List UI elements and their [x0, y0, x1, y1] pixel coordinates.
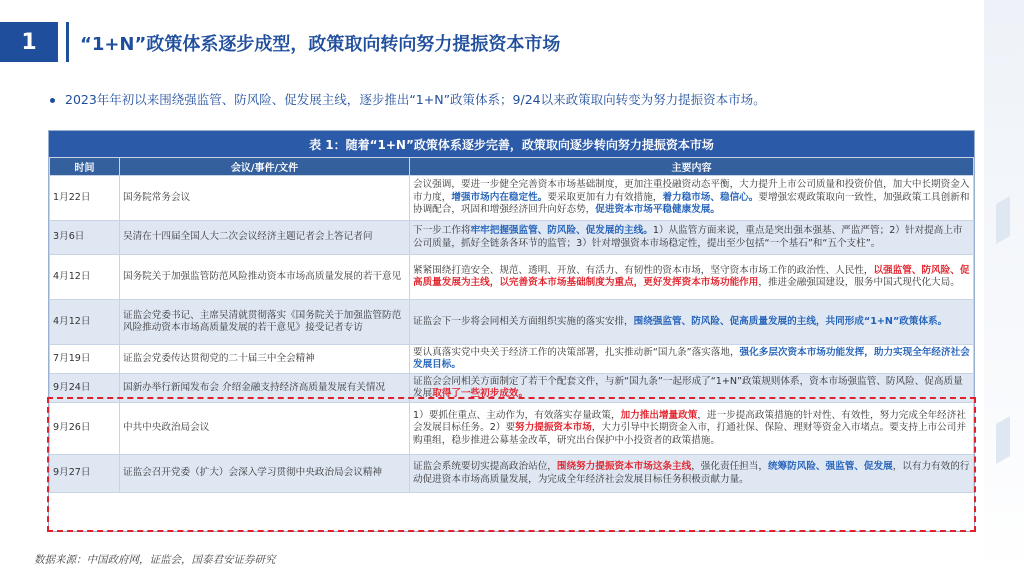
highlight-blue-text: 统筹防风险、强监管、促发展: [767, 461, 893, 472]
highlight-red-text: 围绕努力提振资本市场这条主线: [556, 461, 692, 472]
cell-event: 证监会召开党委（扩大）会深入学习贯彻中央政治局会议精神: [120, 455, 410, 493]
content-text: ，进一步提高政策措施的针对性、有效性，努力完成全年经济社会发展目标任务。2）要: [413, 409, 966, 434]
slide-number: 1: [0, 22, 58, 62]
cell-time: 9月26日: [50, 403, 120, 455]
data-source-note: 数据来源：中国政府网，证监会，国泰君安证券研究: [34, 554, 276, 566]
cell-time: 4月12日: [50, 300, 120, 345]
content-text: 紧紧围绕打造安全、规范、透明、开放、有活力、有韧性的资本市场，坚守资本市场工作的政治性、人民性，: [413, 264, 874, 276]
table-row: [50, 403, 974, 455]
cell-content: [410, 374, 974, 403]
highlight-blue-text: 增强市场内在稳定性。: [451, 191, 548, 203]
cell-time: 3月6日: [50, 221, 120, 255]
content-text: ，大力引导中长期资金入市，打通社保、保险、理财等资金入市堵点。要支持上市公司并购重组，稳步推进公募基金改革，研究出台保护中小投资者的政策措施。: [413, 422, 966, 446]
cell-time: 7月19日: [50, 345, 120, 374]
content-text: ，以有力有效的行动促进资本市场高质量发展，为完成全年经济社会发展目标任务积极贡献力量。: [413, 461, 970, 485]
highlight-blue-text: 着力稳市场、稳信心。: [662, 191, 759, 203]
content-text: 要认真落实党中央关于经济工作的决策部署，扎实推动新“国九条”落实落地，: [413, 346, 740, 358]
policy-table: [48, 130, 975, 532]
summary-bullet: [50, 90, 766, 108]
cell-time: 4月12日: [50, 255, 120, 300]
highlight-blue-text: 强化多层次资本市场功能发挥，助力实现全年经济社会发展目标。: [413, 346, 970, 370]
column-header-time: 时间: [50, 158, 120, 176]
summary-text: 2023年年初以来围绕强监管、防风险、促发展主线，逐步推出“1+N”政策体系；9/24以来政策取向转变为努力提振资本市场。: [65, 92, 766, 107]
cell-event: 证监会党委书记、主席吴清就贯彻落实《国务院关于加强监管防范风险推动资本市场高质量发展的若干意见》接受记者专访: [120, 300, 410, 345]
cell-content: [410, 221, 974, 255]
content-text: ，强化责任担当，: [691, 461, 768, 472]
content-text: 要采取更加有力有效措施，: [547, 191, 663, 203]
column-header-event: 会议/事件/文件: [120, 158, 410, 176]
cell-time: 1月22日: [50, 176, 120, 221]
decorative-right-panel: [984, 0, 1024, 576]
table-row: [50, 255, 974, 300]
table-row: [50, 455, 974, 493]
content-text: 1）要抓住重点、主动作为，有效落实存量政策，: [413, 409, 621, 421]
cell-time: 9月24日: [50, 374, 120, 403]
bullet-dot-icon: [50, 98, 55, 103]
cell-event: 国务院常务会议: [120, 176, 410, 221]
cell-time: 9月27日: [50, 455, 120, 493]
highlight-red-text: 加力推出增量政策: [620, 409, 698, 421]
cell-content: [410, 255, 974, 300]
content-text: 要增强宏观政策取向一致性，加强政策工具创新和协调配合，巩固和增强经济回升向好态势，: [413, 191, 970, 216]
content-text: ，推进金融强国建设，服务中国式现代化大局。: [758, 277, 960, 288]
table-header-row: [50, 158, 974, 176]
highlight-blue-text: 牢牢把握强监管、防风险、促发展的主线。: [470, 225, 653, 236]
highlight-red-text: 以强监管、防风险、促高质量发展为主线，以完善资本市场基础制度为重点，更好发挥资本市场功能作用: [413, 264, 970, 288]
table-row: [50, 221, 974, 255]
table-row: [50, 345, 974, 374]
cell-content: [410, 455, 974, 493]
cell-event: 国新办举行新闻发布会 介绍金融支持经济高质量发展有关情况: [120, 374, 410, 403]
page-title: “1+N”政策体系逐步成型，政策取向转向努力提振资本市场: [80, 34, 561, 55]
cell-event: 吴清在十四届全国人大二次会议经济主题记者会上答记者问: [120, 221, 410, 255]
column-header-content: 主要内容: [410, 158, 974, 176]
content-text: 1）从监管方面来说，重点是突出强本强基、严监严管；2）针对提高上市公司质量，抓好全链条各环节的监管；3）针对增强资本市场稳定性，提出至少包括“一个基石”和“五个支柱”。: [413, 225, 963, 249]
cell-event: 中共中央政治局会议: [120, 403, 410, 455]
cell-event: 证监会党委传达贯彻党的二十届三中全会精神: [120, 345, 410, 374]
table-row: [50, 374, 974, 403]
highlight-red-text: 努力提振资本市场: [515, 422, 592, 434]
table-body: [50, 176, 974, 493]
title-accent-bar: [66, 22, 69, 62]
decorative-stripe: [996, 196, 1010, 244]
content-text: 证监会系统要切实提高政治站位，: [413, 461, 557, 472]
cell-event: 国务院关于加强监管防范风险推动资本市场高质量发展的若干意见: [120, 255, 410, 300]
cell-content: [410, 403, 974, 455]
highlight-blue-text: 围绕强监管、防风险、促高质量发展的主线，共同形成“1+N”政策体系。: [633, 315, 948, 327]
table-row: [50, 300, 974, 345]
content-text: 会议强调，要进一步健全完善资本市场基础制度，更加注重投融资动态平衡，大力提升上市公司质量和投资价值，加大中长期资金入市力度，: [413, 179, 970, 203]
content-text: 证监会下一步将会同相关方面组织实施的落实安排，: [413, 315, 634, 327]
cell-content: [410, 345, 974, 374]
highlight-blue-text: 促进资本市场平稳健康发展。: [595, 204, 720, 216]
table-row: [50, 176, 974, 221]
policy-table-grid: [49, 157, 974, 493]
table-caption: 表 1：随着“1+N”政策体系逐步完善，政策取向逐步转向努力提振资本市场: [49, 131, 974, 157]
content-text: 证监会会同相关方面制定了若干个配套文件，与新“国九条”一起形成了“1+N”政策规则体系，资本市场强监管、防风险、促高质量发展: [413, 375, 963, 399]
cell-content: [410, 300, 974, 345]
content-text: 下一步工作将: [413, 225, 471, 236]
highlight-red-text: 取得了一些初步成效。: [432, 388, 529, 399]
cell-content: [410, 176, 974, 221]
decorative-stripe: [996, 416, 1010, 464]
